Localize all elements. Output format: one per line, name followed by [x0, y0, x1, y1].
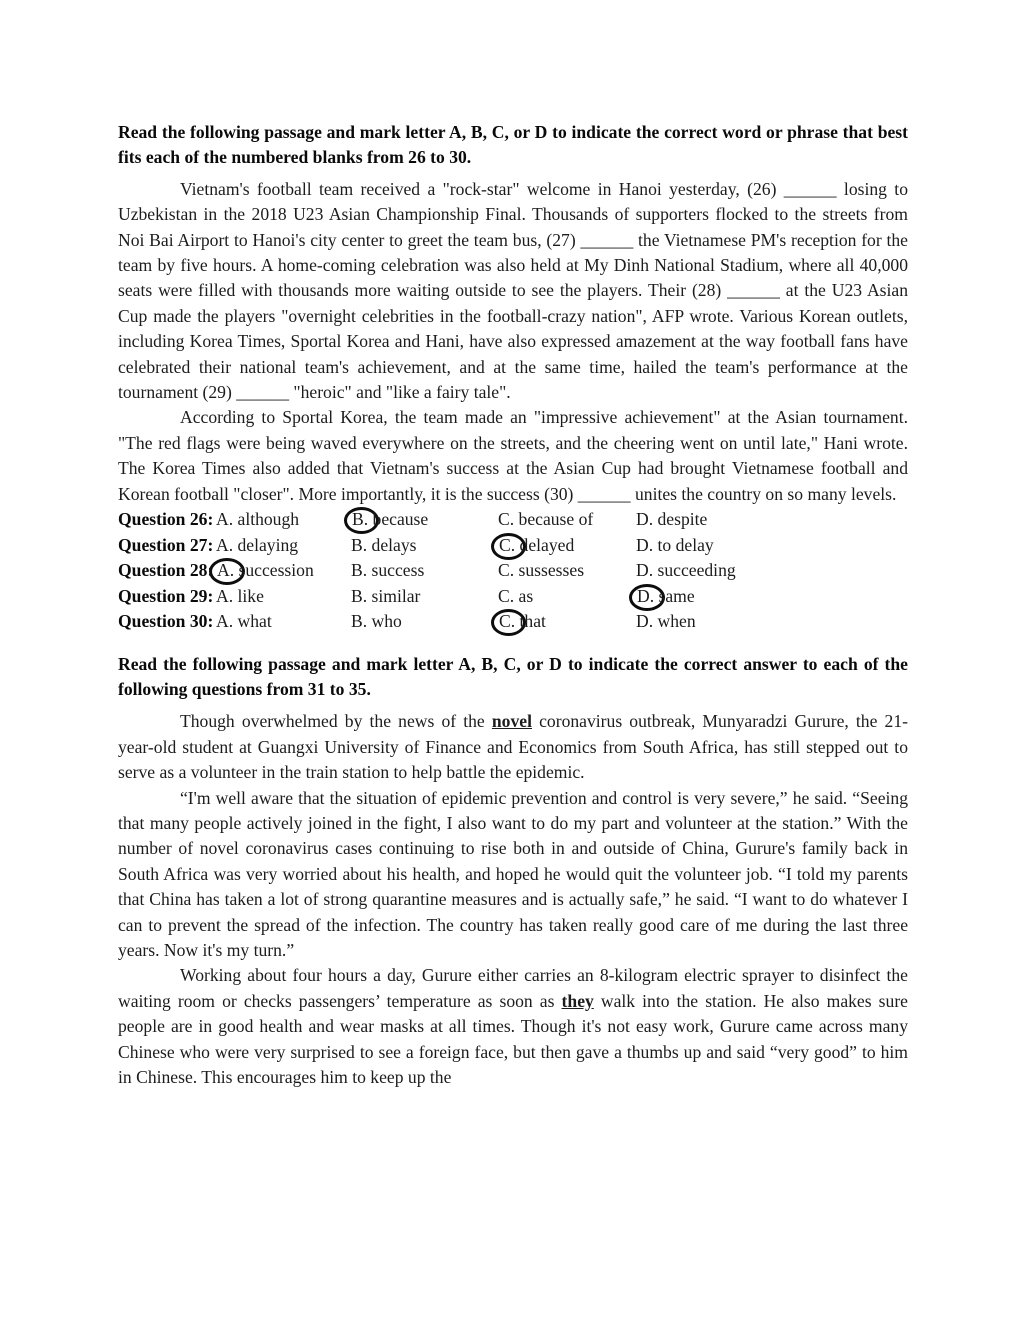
option-key: B. — [351, 534, 368, 555]
question-option — [216, 507, 351, 533]
option-key: B. — [351, 560, 368, 581]
question-option — [498, 507, 636, 533]
option-key: C. — [498, 560, 515, 581]
option-text: when — [653, 611, 696, 632]
question-option — [216, 533, 351, 559]
option-key: B. — [351, 611, 368, 632]
question-option — [498, 609, 636, 635]
question-option — [351, 533, 498, 559]
question-row — [118, 558, 908, 584]
section2-heading: Read the following passage and mark letter A, B, C, or D to indicate the correct answer to each of the following questions from 31 to 35. — [118, 653, 908, 699]
option-text: delayed — [515, 534, 575, 555]
option-text: who — [367, 611, 402, 632]
question-row — [118, 533, 908, 559]
option-text: delays — [367, 534, 417, 555]
question-option — [351, 609, 498, 635]
question-option — [636, 533, 908, 559]
question-option — [216, 558, 351, 584]
option-key: A. — [216, 534, 234, 555]
question-row — [118, 584, 908, 610]
option-text: succession — [234, 560, 314, 581]
question-option — [636, 507, 908, 533]
option-text: same — [654, 585, 695, 606]
option-key: C. — [498, 585, 515, 606]
question-label: Question 30: — [118, 611, 214, 632]
option-text: like — [233, 585, 264, 606]
option-key: D. — [636, 534, 654, 555]
question-option — [351, 584, 498, 610]
highlighted-word-they: they — [561, 990, 594, 1011]
answer-circle: C. — [491, 533, 526, 560]
question-option — [498, 558, 636, 584]
passage1-paragraph-1: Vietnam's football team received a "rock-star" welcome in Hanoi yesterday, (26) ______ losing to Uzbekistan in the 2018 U23 Asian Championship Final. Thousands of supporters flocked to the streets from Noi Bai Airport to Hanoi's city center to greet the team bus, (27) ______ the Vietnamese PM's reception for the team by five hours. A home-coming celebration was also held at My Dinh National Stadium, where all 40,000 seats were filled with thousands more waiting outside to see the players. Their (28) ______ at the U23 Asian Cup made the players "overnight celebrities in the football-crazy nation", AFP wrote. Various Korean outlets, including Korea Times, Sportal Korea and Hani, have also expressed amazement at the way football fans have celebrated their national team's achievement, and at the same time, hailed the team's performance at the tournament (29) ______ "heroic" and "like a fairy tale". — [118, 178, 908, 403]
question-label: Question 26: — [118, 509, 214, 530]
option-text: to delay — [653, 534, 714, 555]
answer-circle: B. — [344, 507, 379, 534]
option-key: D. — [636, 611, 654, 632]
option-text: success — [367, 560, 425, 581]
highlighted-word-novel: novel — [491, 711, 532, 732]
questions-block — [118, 507, 908, 635]
option-text: sussesses — [514, 560, 585, 581]
question-row — [118, 609, 908, 635]
document-page — [118, 120, 908, 1091]
option-key: A. — [216, 611, 234, 632]
question-label: Question 29: — [118, 585, 214, 606]
paragraph-text: walk into the station. He also makes sure people are in good health and wear masks at all times. Though it's not easy work, Gurure came across many Chinese who were very surprised to see a foreign face, but then gave a thumbs up and said “very good” to him in Chinese. This encourages him to keep up the — [118, 990, 908, 1088]
question-option — [636, 584, 908, 610]
section1-heading: Read the following passage and mark letter A, B, C, or D to indicate the correct word or phrase that best fits each of the numbered blanks from 26 to 30. — [118, 122, 908, 168]
option-text: as — [514, 585, 534, 606]
option-text: delaying — [233, 534, 299, 555]
option-key: A. — [216, 585, 234, 606]
question-label: Question 28: — [118, 560, 214, 581]
question-option — [498, 584, 636, 610]
question-option — [216, 609, 351, 635]
option-text: because — [368, 509, 429, 530]
option-key: B. — [351, 585, 368, 606]
question-option — [351, 558, 498, 584]
answer-circle: C. — [491, 609, 526, 636]
question-option — [636, 609, 908, 635]
option-text: despite — [653, 509, 708, 530]
answer-circle: D. — [629, 584, 665, 611]
option-key: D. — [636, 560, 654, 581]
question-row — [118, 507, 908, 533]
passage2-paragraph-1 — [118, 709, 908, 785]
paragraph-text: Working about four hours a day, Gurure either carries an 8-kilogram electric sprayer to disinfect the waiting room or checks passengers’ temperature as soon as — [118, 965, 908, 1011]
question-option — [216, 584, 351, 610]
option-text: although — [233, 509, 300, 530]
option-key: A. — [216, 509, 234, 530]
option-text: because of — [514, 509, 594, 530]
passage2-paragraph-2: “I'm well aware that the situation of epidemic prevention and control is very severe,” he said. “Seeing that many people actively joined in the fight, I also want to do my part and volunteer at the station.” With the number of novel coronavirus cases continuing to rise both in and outside of China, Gurure's family back in South Africa was very worried about his health, and hoped he would quit the volunteer job. “I told my parents that China has taken a lot of strong quarantine measures and is actually safe,” he said. “I want to do whatever I can to prevent the spread of the infection. The country has taken really good care of me during the last three years. Now it's my turn.” — [118, 787, 908, 961]
question-label: Question 27: — [118, 534, 214, 555]
option-text: what — [233, 611, 272, 632]
question-option — [636, 558, 908, 584]
paragraph-text: Though overwhelmed by the news of the — [180, 711, 492, 732]
answer-circle: A. — [209, 558, 245, 585]
option-key: D. — [636, 509, 654, 530]
option-text: succeeding — [653, 560, 736, 581]
option-key: C. — [498, 509, 515, 530]
passage1-paragraph-2: According to Sportal Korea, the team made an "impressive achievement" at the Asian tournament. "The red flags were being waved everywhere on the streets, and the cheering went on until late," Hani wrote. The Korea Times also added that Vietnam's success at the Asian Cup had brought Vietnamese football and Korean football "closer". More importantly, it is the success (30) ______ unites the country on so many levels. — [118, 407, 908, 504]
option-text: that — [515, 611, 546, 632]
paragraph-text: coronavirus outbreak, Munyaradzi Gurure, the 21-year-old student at Guangxi University of Finance and Economics from South Africa, has still stepped out to serve as a volunteer in the train station to help battle the epidemic. — [118, 711, 909, 783]
question-option — [498, 533, 636, 559]
question-option — [351, 507, 498, 533]
option-text: similar — [367, 585, 421, 606]
passage2-paragraph-3 — [118, 963, 908, 1090]
